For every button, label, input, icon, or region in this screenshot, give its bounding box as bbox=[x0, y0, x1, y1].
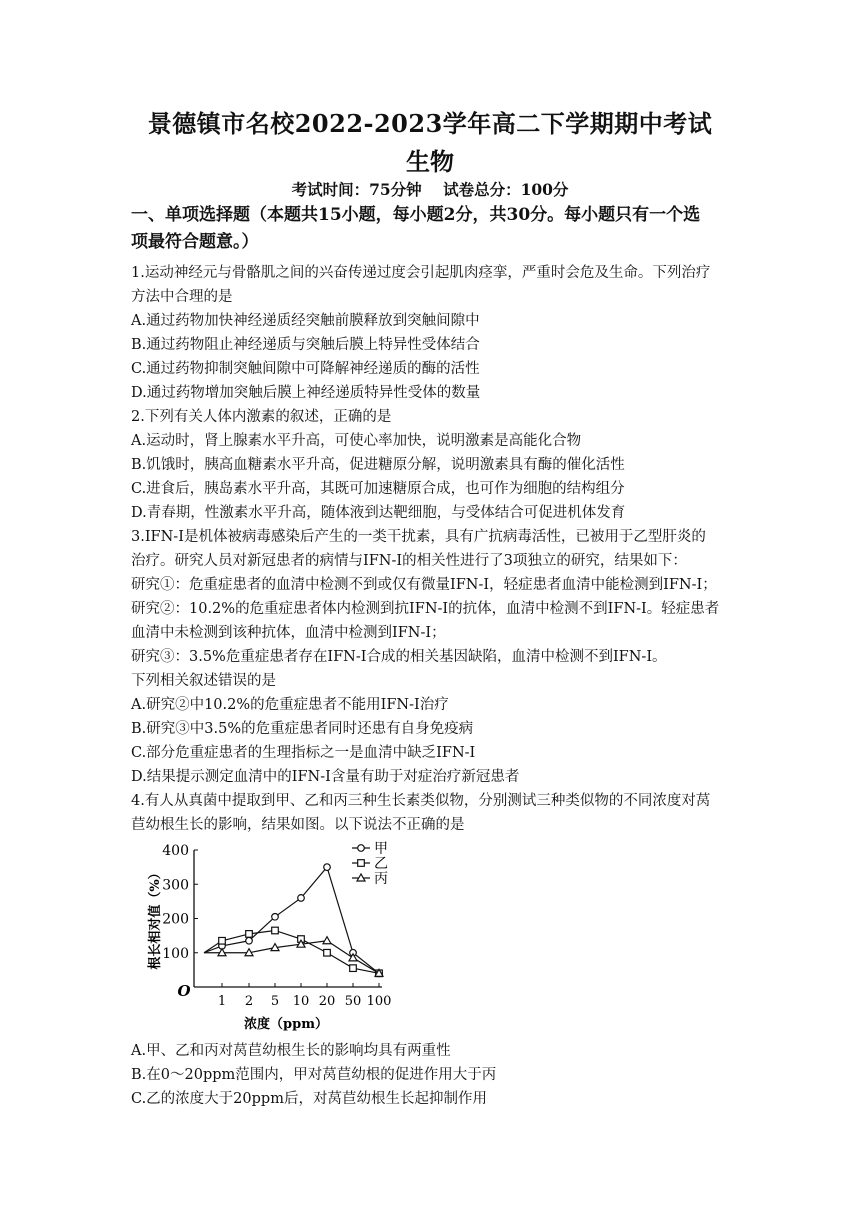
exam-meta bbox=[0, 178, 860, 200]
subject-title: 生物 bbox=[406, 147, 454, 176]
question-3-option-c: C.部分危重症患者的生理指标之一是血清中缺乏IFN-I bbox=[131, 745, 476, 761]
legend-marker bbox=[358, 845, 365, 852]
section-heading bbox=[131, 202, 731, 256]
question-1-text: 方法中合理的是 bbox=[131, 289, 233, 305]
question-1-option-d: D.通过药物增加突触后膜上神经递质特异性受体的数量 bbox=[131, 385, 481, 401]
exam-time: 考试时间：75分钟 bbox=[291, 180, 422, 199]
question-2-option-d: D.青春期，性激素水平升高，随体液到达靶细胞，与受体结合可促进机体发育 bbox=[131, 505, 626, 521]
question-3-option-d: D.结果提示测定血清中的IFN-I含量有助于对症治疗新冠患者 bbox=[131, 769, 520, 785]
y-tick-label: 100 bbox=[162, 945, 189, 962]
x-tick-label: 100 bbox=[366, 994, 392, 1009]
question-4-text: 4.有人从真菌中提取到甲、乙和丙三种生长素类似物，分别测试三种类似物的不同浓度对莴 bbox=[131, 793, 711, 809]
data-point-2 bbox=[350, 965, 357, 972]
question-2-option-a: A.运动时，肾上腺素水平升高，可使心率加快，说明激素是高能化合物 bbox=[131, 433, 582, 449]
data-point-2 bbox=[219, 937, 226, 944]
question-4-option-b: B.在0～20ppm范围内，甲对莴苣幼根的促进作用大于丙 bbox=[131, 1067, 497, 1083]
question-4-option-a: A.甲、乙和丙对莴苣幼根生长的影响均具有两重性 bbox=[131, 1043, 451, 1059]
exam-score: 试卷总分：100分 bbox=[443, 180, 569, 199]
question-1-option-a: A.通过药物加快神经递质经突触前膜释放到突触间隙中 bbox=[131, 313, 480, 329]
section-heading-line: 项最符合题意。） bbox=[131, 232, 259, 252]
question-3-text: 3.IFN-I是机体被病毒感染后产生的一类干扰素，具有广抗病毒活性，已被用于乙型肝炎的 bbox=[131, 529, 706, 545]
question-1-option-c: C.通过药物抑制突触间隙中可降解神经递质的酶的活性 bbox=[131, 361, 480, 377]
legend-label: 丙 bbox=[374, 871, 388, 887]
x-tick-label: 5 bbox=[270, 994, 280, 1009]
y-axis-title: 根长相对值（%） bbox=[148, 866, 163, 970]
data-point-2 bbox=[246, 931, 253, 938]
question-2-option-c: C.进食后，胰岛素水平升高，其既可加速糖原合成，也可作为细胞的结构组分 bbox=[131, 481, 625, 497]
x-tick-label: 20 bbox=[318, 994, 336, 1009]
exam-title: 景德镇市名校2022-2023学年高二下学期期中考试 bbox=[147, 109, 713, 138]
section-heading-line: 一、单项选择题（本题共15小题，每小题2分，共30分。每小题只有一个选 bbox=[131, 205, 701, 225]
x-tick-label: 2 bbox=[244, 994, 254, 1009]
root-length-chart bbox=[138, 836, 408, 1036]
data-point-1 bbox=[272, 913, 279, 920]
question-3-option-a: A.研究②中10.2%的危重症患者不能用IFN-I治疗 bbox=[131, 697, 449, 713]
question-3-text: 治疗。研究人员对新冠患者的病情与IFN-I的相关性进行了3项独立的研究，结果如下： bbox=[131, 553, 687, 569]
question-2-text: 2.下列有关人体内激素的叙述，正确的是 bbox=[131, 409, 392, 425]
y-tick-label: 200 bbox=[162, 911, 189, 928]
x-tick-label: 1 bbox=[217, 994, 227, 1009]
x-tick-label: 50 bbox=[344, 994, 362, 1009]
question-3-text: 研究③：3.5%危重症患者存在IFN-I合成的相关基因缺陷，血清中检测不到IFN-I。 bbox=[131, 649, 667, 665]
question-1-text: 1.运动神经元与骨骼肌之间的兴奋传递过度会引起肌肉痉挛，严重时会危及生命。下列治疗 bbox=[131, 265, 711, 281]
data-point-1 bbox=[246, 937, 253, 944]
question-3-text: 研究①：危重症患者的血清中检测不到或仅有微量IFN-I，轻症患者血清中能检测到IFN-I； bbox=[131, 577, 717, 593]
legend-label: 乙 bbox=[374, 856, 388, 872]
data-point-1 bbox=[324, 864, 331, 871]
question-3-text: 下列相关叙述错误的是 bbox=[131, 673, 276, 689]
data-point-2 bbox=[324, 949, 331, 956]
origin-label: O bbox=[177, 982, 191, 1000]
x-tick-label: 10 bbox=[292, 994, 310, 1009]
question-2-option-b: B.饥饿时，胰高血糖素水平升高，促进糖原分解，说明激素具有酶的催化活性 bbox=[131, 457, 625, 473]
question-3-option-b: B.研究③中3.5%的危重症患者同时还患有自身免疫病 bbox=[131, 721, 474, 737]
data-point-1 bbox=[298, 895, 305, 902]
question-1-option-b: B.通过药物阻止神经递质与突触后膜上特异性受体结合 bbox=[131, 337, 480, 353]
question-4-text: 苣幼根生长的影响，结果如图。以下说法不正确的是 bbox=[131, 817, 465, 833]
question-3-text: 血清中未检测到该种抗体，血清中检测到IFN-I； bbox=[131, 625, 446, 641]
data-point-3 bbox=[323, 937, 331, 944]
question-4-option-c: C.乙的浓度大于20ppm后，对莴苣幼根生长起抑制作用 bbox=[131, 1091, 487, 1107]
question-3-text: 研究②：10.2%的危重症患者体内检测到抗IFN-I的抗体，血清中检测不到IFN-I。轻症患者 bbox=[131, 601, 720, 617]
y-tick-label: 300 bbox=[162, 877, 189, 894]
data-point-2 bbox=[272, 927, 279, 934]
legend-marker bbox=[358, 860, 365, 867]
y-tick-label: 400 bbox=[162, 843, 189, 859]
x-axis-title: 浓度（ppm） bbox=[244, 1017, 328, 1032]
legend-label: 甲 bbox=[374, 841, 388, 857]
